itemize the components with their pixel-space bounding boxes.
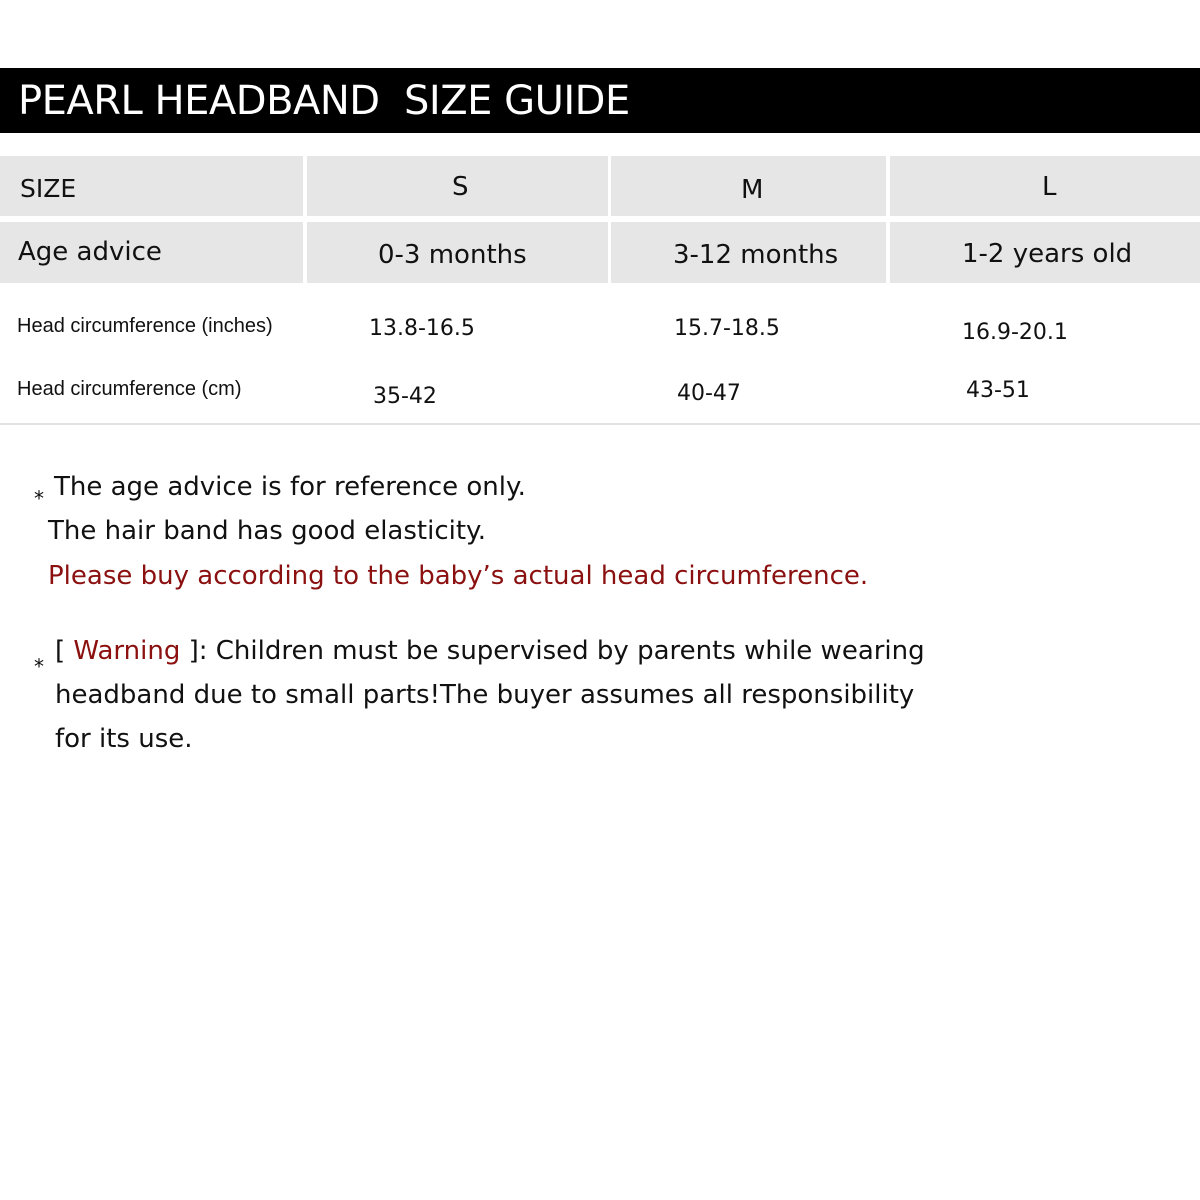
inches-s: 13.8-16.5 bbox=[369, 316, 475, 341]
inches-m: 15.7-18.5 bbox=[674, 316, 780, 341]
age-label: Age advice bbox=[18, 237, 162, 267]
age-s-cell bbox=[307, 222, 608, 283]
note-buy-advice: Please buy according to the baby’s actual head circumference. bbox=[48, 561, 869, 591]
table-bottom-divider bbox=[0, 423, 1200, 425]
age-l: 1-2 years old bbox=[962, 239, 1133, 269]
size-m: M bbox=[741, 175, 764, 205]
size-s: S bbox=[452, 172, 469, 202]
title-bar bbox=[0, 68, 1200, 133]
cm-m: 40-47 bbox=[677, 381, 741, 406]
age-m: 3-12 months bbox=[673, 240, 839, 270]
warning-word: Warning bbox=[73, 636, 181, 666]
cm-l: 43-51 bbox=[966, 378, 1030, 403]
age-l-cell bbox=[890, 222, 1200, 283]
warning-line-3: for its use. bbox=[55, 724, 193, 754]
note-age-reference: The age advice is for reference only. bbox=[54, 472, 526, 502]
cm-s: 35-42 bbox=[373, 384, 437, 409]
age-s: 0-3 months bbox=[378, 240, 527, 270]
asterisk-icon: ⁎ bbox=[34, 648, 44, 672]
size-l: L bbox=[1042, 172, 1057, 202]
note-elasticity: The hair band has good elasticity. bbox=[48, 516, 486, 546]
warning-line-1 bbox=[55, 636, 925, 666]
size-l-cell bbox=[890, 156, 1200, 216]
age-m-cell bbox=[611, 222, 886, 283]
age-header-cell bbox=[0, 222, 303, 283]
warning-text: ]: Children must be supervised by parents while wearing bbox=[180, 636, 925, 666]
size-label: SIZE bbox=[20, 174, 77, 203]
size-header-cell bbox=[0, 156, 303, 216]
asterisk-icon: ⁎ bbox=[34, 480, 44, 504]
inches-row-label: Head circumference (inches) bbox=[17, 315, 273, 337]
cm-row-label: Head circumference (cm) bbox=[17, 378, 242, 400]
page-title: PEARL HEADBAND SIZE GUIDE bbox=[18, 78, 630, 124]
inches-l: 16.9-20.1 bbox=[962, 320, 1068, 345]
warning-bracket-open: [ bbox=[55, 636, 74, 666]
size-m-cell bbox=[611, 156, 886, 216]
warning-line-2: headband due to small parts!The buyer assumes all responsibility bbox=[55, 680, 915, 710]
size-s-cell bbox=[307, 156, 608, 216]
